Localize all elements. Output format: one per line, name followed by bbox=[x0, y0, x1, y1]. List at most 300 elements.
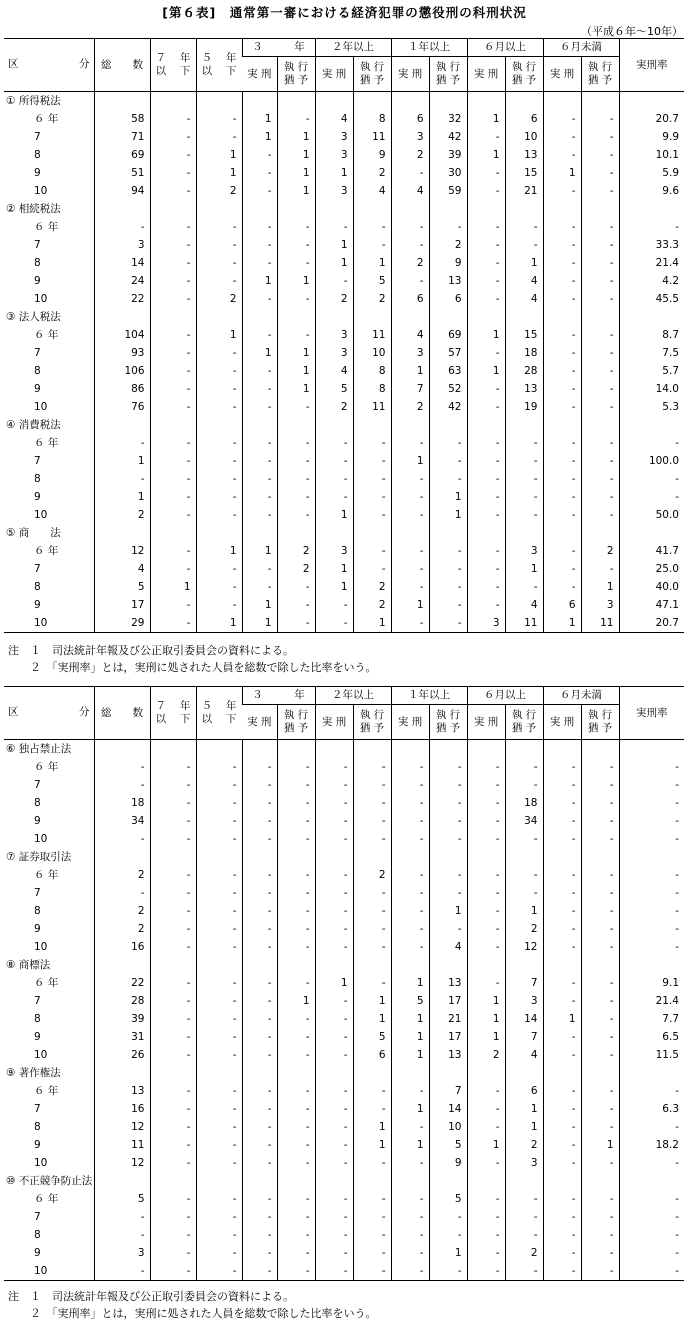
table-cell: 6.3 bbox=[619, 1100, 684, 1118]
table-cell: - bbox=[242, 758, 277, 776]
table-cell: - bbox=[277, 1226, 315, 1244]
table-cell: 8 bbox=[353, 110, 391, 128]
table-cell: - bbox=[277, 398, 315, 416]
table-cell: - bbox=[150, 110, 196, 128]
jikkei-header: 実 刑 bbox=[543, 57, 581, 92]
table-cell: - bbox=[619, 1154, 684, 1172]
table-cell: - bbox=[429, 596, 467, 614]
table-cell: 3 bbox=[315, 146, 353, 164]
table-cell bbox=[315, 1064, 353, 1082]
table-cell: 28 bbox=[505, 362, 543, 380]
table-cell bbox=[543, 524, 581, 542]
table-cell: 7.5 bbox=[619, 344, 684, 362]
table-row bbox=[4, 992, 684, 1010]
table-cell: - bbox=[196, 884, 242, 902]
table-cell bbox=[581, 848, 619, 866]
table-cell: - bbox=[94, 884, 150, 902]
table-cell bbox=[619, 1064, 684, 1082]
table-cell: 1 bbox=[353, 254, 391, 272]
table-cell: - bbox=[196, 398, 242, 416]
table-cell: 1 bbox=[391, 1046, 429, 1064]
jikkei-header: 実 刑 bbox=[543, 705, 581, 740]
year-label: 7 bbox=[34, 887, 41, 899]
table-cell: - bbox=[619, 920, 684, 938]
table-cell: - bbox=[196, 992, 242, 1010]
group-row bbox=[4, 200, 684, 218]
table-cell: 5 bbox=[429, 1136, 467, 1154]
table-cell: - bbox=[619, 902, 684, 920]
year-label: 10 bbox=[34, 941, 48, 953]
shikko-header: 執 行 猶 予 bbox=[429, 705, 467, 740]
table-row bbox=[4, 254, 684, 272]
table-cell: - bbox=[543, 1226, 581, 1244]
table-cell: - bbox=[543, 1244, 581, 1262]
table-cell: - bbox=[242, 488, 277, 506]
table-cell: 5 bbox=[94, 1190, 150, 1208]
table-cell bbox=[277, 740, 315, 759]
table-cell: - bbox=[467, 542, 505, 560]
table-cell: - bbox=[619, 488, 684, 506]
table-cell bbox=[619, 740, 684, 759]
table-cell bbox=[196, 1172, 242, 1190]
table-cell: 8.7 bbox=[619, 326, 684, 344]
table-cell: - bbox=[581, 1154, 619, 1172]
table-cell bbox=[429, 1064, 467, 1082]
total-header: 総 数 bbox=[94, 687, 150, 740]
table-cell bbox=[353, 200, 391, 218]
table-cell: 40.0 bbox=[619, 578, 684, 596]
table-cell bbox=[505, 92, 543, 111]
table-cell: - bbox=[581, 218, 619, 236]
table-row bbox=[4, 1010, 684, 1028]
table-cell: - bbox=[277, 470, 315, 488]
table-cell: - bbox=[543, 1262, 581, 1281]
table-cell: 15 bbox=[505, 164, 543, 182]
table-cell: - bbox=[150, 146, 196, 164]
table-cell: - bbox=[543, 326, 581, 344]
table-cell: 1 bbox=[505, 560, 543, 578]
table-cell bbox=[94, 1064, 150, 1082]
notes-1 bbox=[8, 642, 377, 676]
table-cell: - bbox=[315, 938, 353, 956]
table-cell: 18 bbox=[94, 794, 150, 812]
table-cell: - bbox=[150, 1226, 196, 1244]
group-2y-header: ２年以上 bbox=[315, 39, 391, 57]
table-cell: - bbox=[277, 434, 315, 452]
table-cell: - bbox=[277, 1136, 315, 1154]
table-cell: - bbox=[505, 884, 543, 902]
table-cell: - bbox=[467, 560, 505, 578]
table-cell: - bbox=[581, 272, 619, 290]
table-cell bbox=[315, 92, 353, 111]
table-cell: - bbox=[467, 1208, 505, 1226]
table-cell: - bbox=[196, 110, 242, 128]
table-cell: - bbox=[94, 776, 150, 794]
table-cell: 2 bbox=[429, 236, 467, 254]
table-cell: - bbox=[242, 236, 277, 254]
table-cell: - bbox=[196, 866, 242, 884]
table-cell: 2 bbox=[277, 560, 315, 578]
table-cell: - bbox=[196, 560, 242, 578]
table-cell: - bbox=[581, 992, 619, 1010]
table-cell: - bbox=[505, 1208, 543, 1226]
table-cell: - bbox=[505, 866, 543, 884]
table-cell: - bbox=[94, 470, 150, 488]
table-cell: - bbox=[543, 1190, 581, 1208]
table-row bbox=[4, 146, 684, 164]
table-cell: - bbox=[315, 1208, 353, 1226]
table-cell bbox=[196, 524, 242, 542]
table-cell bbox=[467, 200, 505, 218]
table-row bbox=[4, 1028, 684, 1046]
year-label: 8 bbox=[34, 1013, 41, 1025]
table-cell: 4 bbox=[315, 362, 353, 380]
table-cell: 1 bbox=[391, 452, 429, 470]
table-cell: 2 bbox=[315, 398, 353, 416]
table-cell: - bbox=[391, 812, 429, 830]
table-cell: - bbox=[196, 1010, 242, 1028]
table-cell: - bbox=[429, 1262, 467, 1281]
table-cell: - bbox=[277, 1118, 315, 1136]
table-cell: - bbox=[467, 578, 505, 596]
table-cell: - bbox=[581, 326, 619, 344]
shikko-header: 執 行 猶 予 bbox=[277, 705, 315, 740]
year-label: ６ 年 bbox=[34, 1085, 59, 1097]
table-cell: 3 bbox=[315, 326, 353, 344]
table-row bbox=[4, 542, 684, 560]
table-cell: - bbox=[315, 1100, 353, 1118]
table-cell: 13 bbox=[505, 380, 543, 398]
table-cell: - bbox=[242, 470, 277, 488]
table-cell: - bbox=[277, 1046, 315, 1064]
table-cell: - bbox=[150, 182, 196, 200]
table-row bbox=[4, 1226, 684, 1244]
jikkei-header: 実 刑 bbox=[242, 705, 277, 740]
table-1 bbox=[4, 38, 684, 633]
table-cell: 1 bbox=[581, 578, 619, 596]
year-label: 9 bbox=[34, 491, 41, 503]
table-cell bbox=[619, 956, 684, 974]
group-label: ⑥ 独占禁止法 bbox=[6, 743, 72, 755]
table-row bbox=[4, 776, 684, 794]
table-cell bbox=[353, 1064, 391, 1082]
table-cell: 3 bbox=[94, 236, 150, 254]
table-cell: 1 bbox=[277, 182, 315, 200]
table-cell bbox=[277, 1064, 315, 1082]
table-cell: 1 bbox=[315, 506, 353, 524]
table-cell: 20.7 bbox=[619, 614, 684, 633]
table-cell bbox=[353, 416, 391, 434]
table-row bbox=[4, 128, 684, 146]
table-cell: 18 bbox=[505, 794, 543, 812]
table-cell: - bbox=[391, 1262, 429, 1281]
table-cell: - bbox=[277, 452, 315, 470]
table-cell: - bbox=[353, 812, 391, 830]
table-cell: - bbox=[353, 1190, 391, 1208]
table-cell: 11 bbox=[353, 326, 391, 344]
shikko-header: 執 行 猶 予 bbox=[353, 705, 391, 740]
note-source: 注 １ 司法統計年報及び公正取引委員会の資料による。 bbox=[8, 1290, 294, 1303]
table-cell: - bbox=[619, 1226, 684, 1244]
table-cell: - bbox=[94, 434, 150, 452]
table-cell: - bbox=[391, 1154, 429, 1172]
table-cell: - bbox=[242, 146, 277, 164]
table-cell bbox=[543, 416, 581, 434]
year-label: 8 bbox=[34, 581, 41, 593]
table-cell: 7 bbox=[505, 974, 543, 992]
table-cell bbox=[505, 308, 543, 326]
table-cell: - bbox=[429, 542, 467, 560]
table-cell: - bbox=[429, 794, 467, 812]
table-cell: - bbox=[315, 1010, 353, 1028]
table-cell: - bbox=[619, 1118, 684, 1136]
table-cell: - bbox=[543, 1082, 581, 1100]
table-cell: 1 bbox=[353, 1118, 391, 1136]
table-cell: - bbox=[467, 236, 505, 254]
table-cell: - bbox=[315, 434, 353, 452]
year-label: 9 bbox=[34, 923, 41, 935]
table-cell bbox=[581, 200, 619, 218]
table-cell: - bbox=[196, 902, 242, 920]
table-cell: 1 bbox=[429, 506, 467, 524]
table-cell: - bbox=[429, 434, 467, 452]
table-cell: 14 bbox=[94, 254, 150, 272]
table-cell: - bbox=[277, 578, 315, 596]
table-cell bbox=[581, 1064, 619, 1082]
table-cell: - bbox=[353, 560, 391, 578]
table-cell: - bbox=[150, 434, 196, 452]
table-cell: 1 bbox=[543, 1010, 581, 1028]
table-cell: 1 bbox=[581, 1136, 619, 1154]
table-cell: 2 bbox=[391, 398, 429, 416]
table-cell: - bbox=[619, 794, 684, 812]
table-cell: - bbox=[242, 1100, 277, 1118]
table-cell: 4 bbox=[353, 182, 391, 200]
table-cell: - bbox=[619, 1262, 684, 1281]
table-cell: - bbox=[242, 1136, 277, 1154]
table-cell: 12 bbox=[94, 1154, 150, 1172]
table-cell: 93 bbox=[94, 344, 150, 362]
notes-2 bbox=[8, 1288, 377, 1322]
jikkei-header: 実 刑 bbox=[242, 57, 277, 92]
table-cell: 34 bbox=[505, 812, 543, 830]
table-cell: - bbox=[315, 1244, 353, 1262]
table-cell: 15 bbox=[505, 326, 543, 344]
table-cell bbox=[150, 524, 196, 542]
table-cell: 1 bbox=[391, 1136, 429, 1154]
note-rate-definition: ２ 「実刑率」とは，実刑に処された人員を総数で除した比率をいう。 bbox=[8, 1307, 377, 1320]
table-cell: - bbox=[467, 1190, 505, 1208]
table-cell bbox=[150, 956, 196, 974]
year-label: 7 bbox=[34, 1211, 41, 1223]
table-cell: 34 bbox=[94, 812, 150, 830]
table-row bbox=[4, 884, 684, 902]
table-cell: - bbox=[196, 758, 242, 776]
table-cell: - bbox=[581, 506, 619, 524]
table-cell bbox=[581, 416, 619, 434]
table-cell: - bbox=[242, 326, 277, 344]
table-cell bbox=[391, 848, 429, 866]
table-cell: 8 bbox=[353, 380, 391, 398]
table-cell: - bbox=[543, 758, 581, 776]
table-cell: - bbox=[277, 1208, 315, 1226]
table-cell: - bbox=[150, 542, 196, 560]
table-cell: - bbox=[315, 830, 353, 848]
table-cell: - bbox=[619, 1082, 684, 1100]
table-cell: 2 bbox=[505, 1136, 543, 1154]
table-cell: 7 bbox=[391, 380, 429, 398]
table-cell bbox=[543, 740, 581, 759]
year-label: 8 bbox=[34, 257, 41, 269]
table-cell: 1 bbox=[277, 164, 315, 182]
table-cell bbox=[505, 416, 543, 434]
year-label: ６ 年 bbox=[34, 1193, 59, 1205]
table-cell: - bbox=[150, 398, 196, 416]
table-cell: - bbox=[150, 1028, 196, 1046]
year-label: 7 bbox=[34, 131, 41, 143]
table-cell: - bbox=[94, 830, 150, 848]
table-cell: - bbox=[196, 1118, 242, 1136]
table-cell: 2 bbox=[353, 596, 391, 614]
table-cell bbox=[353, 308, 391, 326]
table-row bbox=[4, 938, 684, 956]
table-cell bbox=[94, 848, 150, 866]
table-cell: - bbox=[196, 1190, 242, 1208]
table-cell: 106 bbox=[94, 362, 150, 380]
period-label: （平成６年～10年） bbox=[581, 25, 683, 38]
table-cell: 6 bbox=[391, 290, 429, 308]
table-cell: - bbox=[581, 812, 619, 830]
table-cell: - bbox=[543, 938, 581, 956]
table-cell: 5.7 bbox=[619, 362, 684, 380]
table-cell: 3 bbox=[581, 596, 619, 614]
table-cell: 1 bbox=[94, 452, 150, 470]
table-cell: - bbox=[353, 938, 391, 956]
table-cell: - bbox=[543, 362, 581, 380]
year-label: 7 bbox=[34, 1103, 41, 1115]
table-cell: - bbox=[277, 1028, 315, 1046]
table-cell: - bbox=[150, 1190, 196, 1208]
table-cell: - bbox=[391, 164, 429, 182]
table-cell: 17 bbox=[429, 992, 467, 1010]
table-cell: - bbox=[150, 884, 196, 902]
table-cell: - bbox=[242, 974, 277, 992]
table-cell bbox=[391, 524, 429, 542]
kubun-header: 区 分 bbox=[4, 687, 94, 740]
table-cell: 4 bbox=[429, 938, 467, 956]
group-1y-header: １年以上 bbox=[391, 39, 467, 57]
table-cell: 1 bbox=[391, 1100, 429, 1118]
table-cell bbox=[467, 848, 505, 866]
table-cell bbox=[391, 1064, 429, 1082]
table-cell: 1 bbox=[429, 902, 467, 920]
table-cell: - bbox=[196, 254, 242, 272]
table-cell: 1 bbox=[391, 1010, 429, 1028]
table-cell: 1 bbox=[242, 272, 277, 290]
table-cell: 24 bbox=[94, 272, 150, 290]
table-cell: 3 bbox=[94, 1244, 150, 1262]
table-cell: - bbox=[391, 578, 429, 596]
table-cell: - bbox=[242, 866, 277, 884]
jikkei-header: 実 刑 bbox=[391, 705, 429, 740]
table-cell: - bbox=[391, 434, 429, 452]
table-cell: - bbox=[543, 884, 581, 902]
table-row bbox=[4, 110, 684, 128]
year-label: ６ 年 bbox=[34, 221, 59, 233]
table-cell: - bbox=[242, 164, 277, 182]
table-cell: - bbox=[277, 254, 315, 272]
table-cell: 1 bbox=[242, 596, 277, 614]
table-cell: - bbox=[467, 1118, 505, 1136]
table-cell: 1 bbox=[505, 902, 543, 920]
table-cell: - bbox=[315, 1190, 353, 1208]
table-cell: - bbox=[467, 470, 505, 488]
table-cell: 16 bbox=[94, 1100, 150, 1118]
table-cell: - bbox=[150, 1100, 196, 1118]
table-cell: 2 bbox=[581, 542, 619, 560]
table-cell: - bbox=[543, 1046, 581, 1064]
table-cell: 8 bbox=[353, 362, 391, 380]
table-cell: - bbox=[619, 884, 684, 902]
table-cell: - bbox=[391, 236, 429, 254]
table-cell: - bbox=[581, 938, 619, 956]
table-cell: 2 bbox=[353, 866, 391, 884]
table-cell bbox=[277, 92, 315, 111]
table-cell: - bbox=[277, 758, 315, 776]
table-cell: - bbox=[505, 758, 543, 776]
table-cell: - bbox=[467, 812, 505, 830]
table-cell: - bbox=[196, 218, 242, 236]
table-cell: 1 bbox=[429, 488, 467, 506]
table-cell: 1 bbox=[94, 488, 150, 506]
table-row bbox=[4, 974, 684, 992]
table-row bbox=[4, 362, 684, 380]
table-row bbox=[4, 1046, 684, 1064]
table-cell: 14.0 bbox=[619, 380, 684, 398]
table-cell: - bbox=[391, 218, 429, 236]
table-cell: - bbox=[619, 866, 684, 884]
table-cell: 2 bbox=[353, 578, 391, 596]
table-cell: - bbox=[581, 1010, 619, 1028]
table-cell: - bbox=[150, 1118, 196, 1136]
table-cell: 4 bbox=[505, 272, 543, 290]
table-cell: - bbox=[150, 290, 196, 308]
table-cell: 41.7 bbox=[619, 542, 684, 560]
table-cell: 9 bbox=[429, 1154, 467, 1172]
table-cell: - bbox=[467, 218, 505, 236]
table-cell: 1 bbox=[467, 362, 505, 380]
table-cell: - bbox=[581, 110, 619, 128]
table-cell: - bbox=[429, 830, 467, 848]
table-cell: - bbox=[543, 992, 581, 1010]
shikko-header: 執 行 猶 予 bbox=[505, 57, 543, 92]
table-cell: - bbox=[505, 452, 543, 470]
table-cell: - bbox=[353, 794, 391, 812]
table-cell: 1 bbox=[242, 344, 277, 362]
table-row bbox=[4, 182, 684, 200]
table-cell: - bbox=[353, 920, 391, 938]
table-cell: 1 bbox=[315, 254, 353, 272]
table-cell bbox=[467, 416, 505, 434]
table-cell bbox=[391, 308, 429, 326]
table-row bbox=[4, 902, 684, 920]
table-cell: - bbox=[315, 1046, 353, 1064]
table-cell: - bbox=[196, 776, 242, 794]
table-cell: - bbox=[315, 920, 353, 938]
table-cell: - bbox=[196, 1226, 242, 1244]
table-cell: - bbox=[505, 776, 543, 794]
table-cell bbox=[581, 1172, 619, 1190]
